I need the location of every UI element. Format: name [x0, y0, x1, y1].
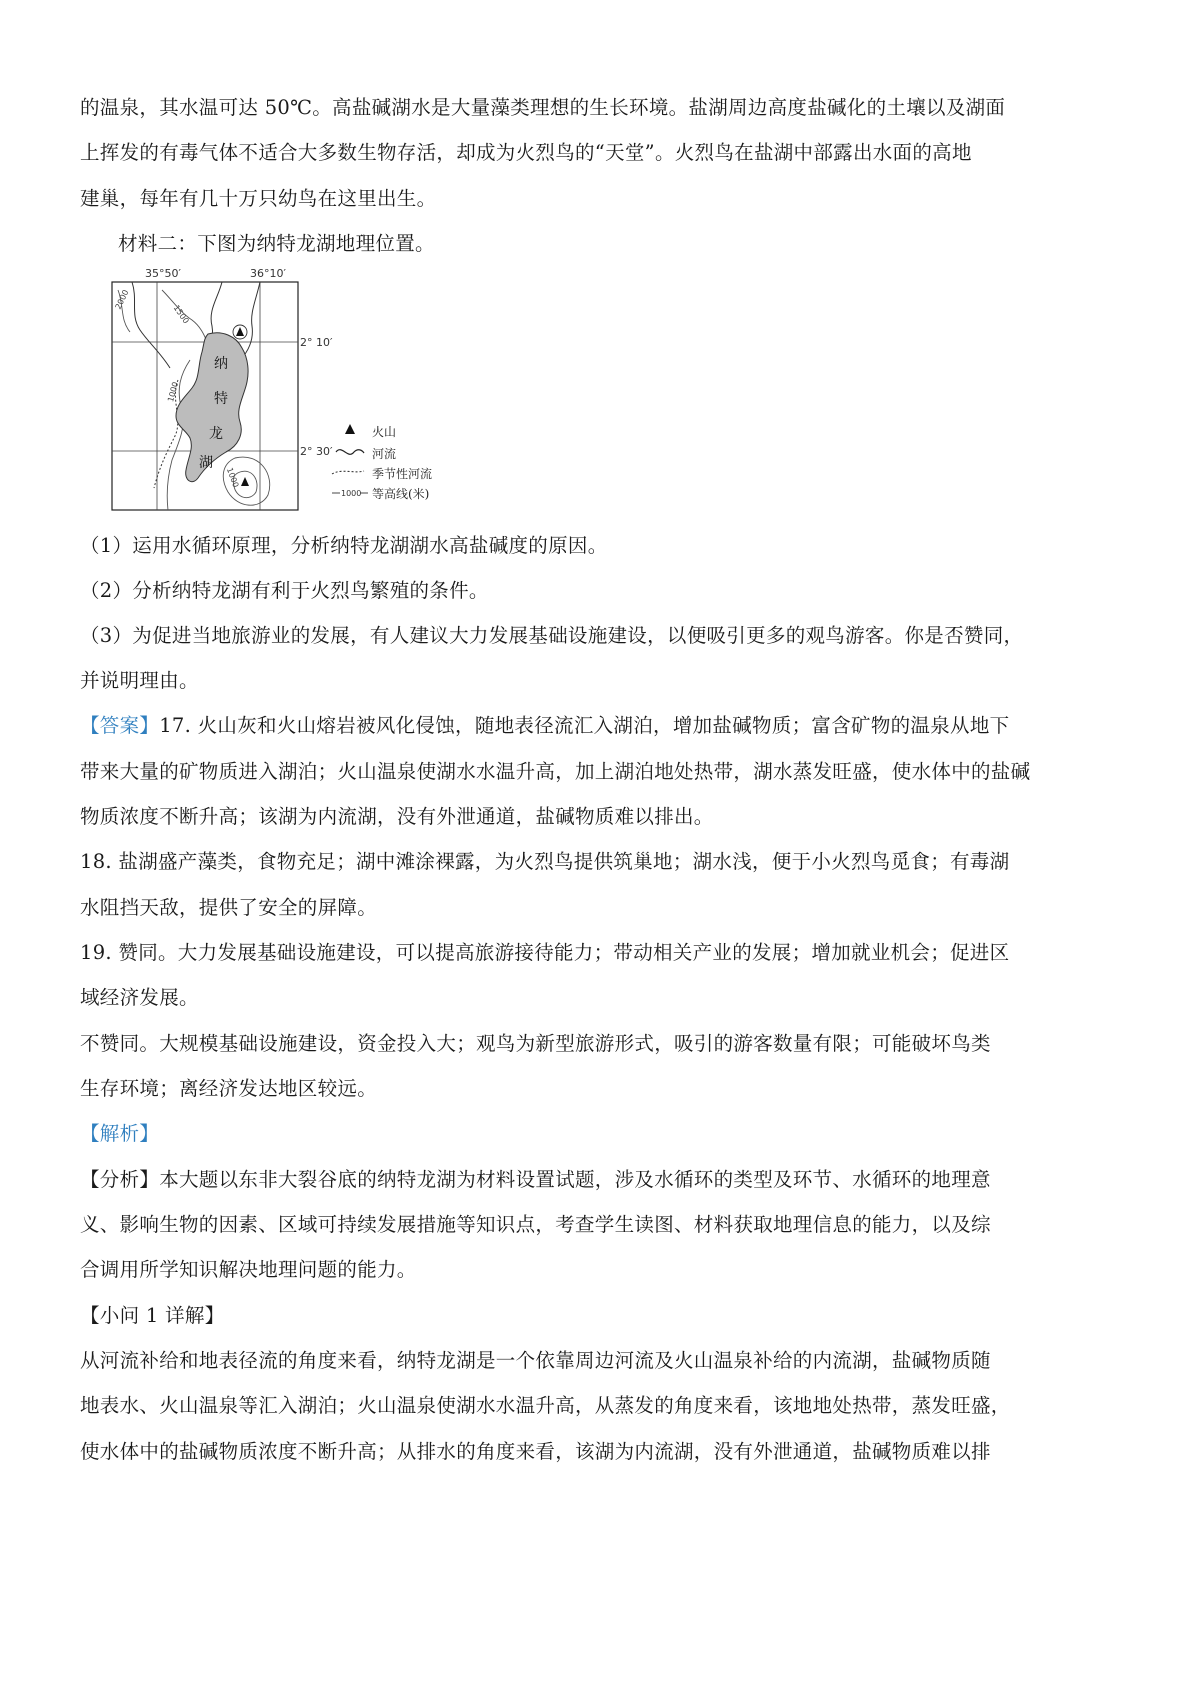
contour-label-1000-west: 1000: [166, 380, 181, 403]
legend-volcano-icon: [345, 424, 355, 434]
intro-line-3: 建巢，每年有几十万只幼鸟在这里出生。: [80, 187, 437, 210]
volcano-icon: [233, 325, 247, 339]
answer-19-line-1: 19. 赞同。大力发展基础设施建设，可以提高旅游接待能力；带动相关产业的发展；增加就业机会；促进区: [80, 941, 1010, 964]
answer-19-line-2: 域经济发展。: [80, 986, 199, 1009]
question-3-line-1: （3）为促进当地旅游业的发展，有人建议大力发展基础设施建设，以便吸引更多的观鸟游客。你是否赞同，: [80, 624, 1024, 647]
river-northeast: [240, 282, 260, 360]
question-2: （2）分析纳特龙湖有利于火烈鸟繁殖的条件。: [80, 579, 489, 602]
contour-label-2000: 2000: [113, 288, 131, 311]
lake-char-3: 龙: [209, 426, 223, 442]
answer-tag: 【答案】: [80, 714, 160, 737]
lon-label-2: 36°10′: [250, 267, 286, 280]
question-3-line-2: 并说明理由。: [80, 669, 199, 692]
map-legend: [332, 424, 432, 501]
answer-18-line-1: 18. 盐湖盛产藻类，食物充足；湖中滩涂裸露，为火烈鸟提供筑巢地；湖水浅，便于小火烈鸟觅食；有毒湖: [80, 850, 1010, 873]
sub-question-1-title: 【小问 1 详解】: [80, 1304, 225, 1327]
legend-seasonal-river-label: 季节性河流: [372, 467, 433, 481]
analysis-tag: 【解析】: [80, 1122, 160, 1145]
legend-contour-value: 1000: [341, 489, 362, 498]
lake-char-1: 纳: [214, 356, 228, 372]
analysis-line-2: 义、影响生物的因素、区域可持续发展措施等知识点，考查学生读图、材料获取地理信息的能力，以及综: [80, 1213, 991, 1236]
sub-1-line-1: 从河流补给和地表径流的角度来看，纳特龙湖是一个依靠周边河流及火山温泉补给的内流湖，盐碱物质随: [80, 1349, 991, 1372]
intro-line-2: 上挥发的有毒气体不适合大多数生物存活，却成为火烈鸟的“天堂”。火烈鸟在盐湖中部露出水面的高地: [80, 141, 972, 164]
river-west: [132, 282, 170, 368]
contour-label-1500: 1500: [171, 303, 191, 326]
answer-17-text: 17. 火山灰和火山熔岩被风化侵蚀，随地表径流汇入湖泊，增加盐碱物质；富含矿物的温泉从地下: [159, 714, 1010, 737]
legend-seasonal-river-icon: [332, 471, 364, 474]
contour-label-1000-volcano: 1000: [224, 466, 241, 489]
sub-1-line-3: 使水体中的盐碱物质浓度不断升高；从排水的角度来看，该湖为内流湖，没有外泄通道，盐碱物质难以排: [80, 1440, 991, 1463]
sub-1-line-2: 地表水、火山温泉等汇入湖泊；火山温泉使湖水水温升高，从蒸发的角度来看，该地地处热带，蒸发旺盛，: [80, 1394, 1011, 1417]
volcano-icon: [241, 477, 249, 486]
legend-river-icon: [336, 450, 364, 455]
answer-17-line-1: [80, 713, 1110, 739]
legend-river-label: 河流: [372, 447, 397, 461]
intro-line-1: 的温泉，其水温可达 50℃。高盐碱湖水是大量藻类理想的生长环境。盐湖周边高度盐碱化的土壤以及湖面: [80, 96, 1006, 119]
lake-char-4: 湖: [199, 455, 213, 471]
answer-17-line-3: 物质浓度不断升高；该湖为内流湖，没有外泄通道，盐碱物质难以排出。: [80, 805, 714, 828]
answer-19-line-4: 生存环境；离经济发达地区较远。: [80, 1077, 378, 1100]
analysis-line-3: 合调用所学知识解决地理问题的能力。: [80, 1258, 417, 1281]
lat-label-2: 2° 30′: [300, 445, 333, 458]
natron-lake-map: [110, 260, 490, 515]
answer-19-line-3: 不赞同。大规模基础设施建设，资金投入大；观鸟为新型旅游形式，吸引的游客数量有限；可能破坏鸟类: [80, 1032, 991, 1055]
lake-char-2: 特: [214, 391, 228, 407]
legend-volcano-label: 火山: [372, 425, 397, 439]
lon-label-1: 35°50′: [145, 267, 181, 280]
answer-17-line-2: 带来大量的矿物质进入湖泊；火山温泉使湖水水温升高，加上湖泊地处热带，湖水蒸发旺盛，使水体中的盐碱: [80, 760, 1031, 783]
material-two-caption: 材料二：下图为纳特龙湖地理位置。: [118, 232, 435, 255]
legend-contour-label: 等高线(米): [372, 487, 430, 501]
analysis-line-1: 【分析】本大题以东非大裂谷底的纳特龙湖为材料设置试题，涉及水循环的类型及环节、水循环的地理意: [80, 1168, 991, 1191]
question-1: （1）运用水循环原理，分析纳特龙湖湖水高盐碱度的原因。: [80, 534, 608, 557]
lat-label-1: 2° 10′: [300, 336, 333, 349]
answer-18-line-2: 水阻挡天敌，提供了安全的屏障。: [80, 896, 378, 919]
